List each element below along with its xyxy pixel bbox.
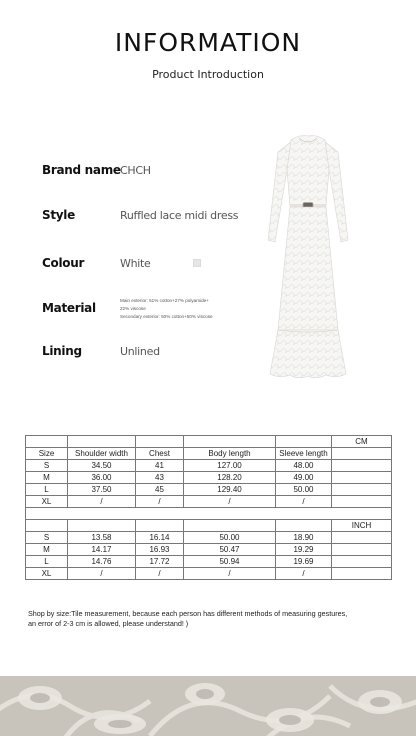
header-chest: Chest [136,448,184,460]
header-size: Size [26,448,68,460]
colour-value: White [120,257,151,270]
style-label: Style [42,208,75,222]
material-line: 22% viscose [120,306,146,311]
material-line: Secondary exterior: 50% cotton+50% viscose [120,314,213,319]
table-row: S 34.50 41 127.00 48.00 [26,460,392,472]
unit-inch: INCH [332,520,392,532]
colour-label: Colour [42,256,85,270]
unit-cm: CM [332,436,392,448]
page-title: INFORMATION [114,28,302,57]
lining-value: Unlined [120,345,160,358]
header-body-length: Body length [184,448,276,460]
page-subtitle: Product Introduction [152,68,264,81]
table-row: L 14.76 17.72 50.94 19.69 [26,556,392,568]
table-row: S 13.58 16.14 50.00 18.90 [26,532,392,544]
unit-row-cm [26,436,392,448]
unit-row-inch [26,520,392,532]
material-label: Material [42,301,96,315]
table-header-row [26,448,392,460]
brand-name-value: CHCH [120,164,151,177]
table-row: L 37.50 45 129.40 50.00 [26,484,392,496]
fabric-detail-image [0,676,416,736]
table-row: M 36.00 43 128.20 49.00 [26,472,392,484]
header-shoulder: Shoulder width [68,448,136,460]
measurement-note [28,609,398,629]
size-table [25,435,392,580]
material-value [120,297,232,321]
material-line: Main exterior: 51% cotton+27% polyamide+ [120,298,209,303]
lining-label: Lining [42,344,82,358]
spacer-row [26,508,392,520]
note-line: an error of 2-3 cm is allowed, please understand! ) [28,619,189,628]
style-value: Ruffled lace midi dress [120,209,239,222]
brand-name-label: Brand name [42,163,121,177]
table-row: XL / / / / [26,568,392,580]
header-sleeve-length: Sleeve length [276,448,332,460]
dress-image [258,130,358,382]
note-line: Shop by size:Tile measurement, because each person has different methods of measuring gestures, [28,609,348,618]
table-row: M 14.17 16.93 50.47 19.29 [26,544,392,556]
table-row: XL / / / / [26,496,392,508]
colour-swatch [193,259,201,267]
